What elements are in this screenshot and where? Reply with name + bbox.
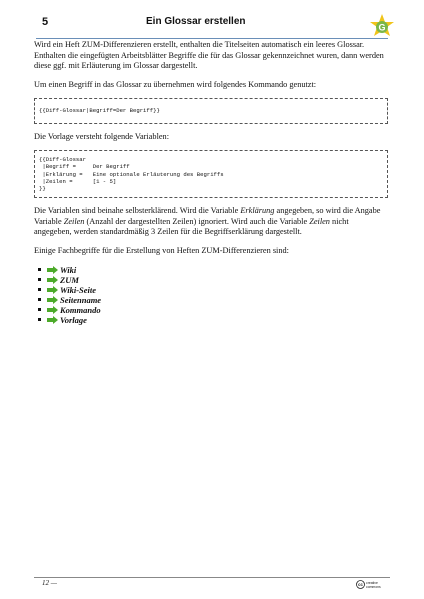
arrow-right-icon: [47, 296, 58, 304]
arrow-right-icon: [47, 276, 58, 284]
command-code-box: {{Diff-Glossar|Begriff=Der Begriff}}: [34, 98, 388, 123]
template-code-box: {{Diff-Glossar |Begriff = Der Begriff |Erklärung = Eine optionale Erläuterung des Begriffs |Zeilen = [1 - 5] }}: [34, 150, 388, 198]
logo-letter: G: [378, 22, 386, 33]
command-intro-paragraph: Um einen Begriff in das Glossar zu übernehmen wird folgendes Kommando genutzt:: [34, 79, 317, 89]
bullet-icon: [38, 268, 41, 271]
glossary-logo-icon: [370, 14, 394, 38]
footer-rule: [34, 577, 390, 578]
bullet-icon: [38, 318, 41, 321]
chapter-title: Ein Glossar erstellen: [146, 16, 246, 27]
list-item: [38, 305, 388, 315]
term-link[interactable]: Seitenname: [60, 294, 102, 305]
intro-paragraph: Wird ein Heft ZUM-Differenzieren erstellt, enthalten die Titelseiten automatisch ein leeres Glossar. Enthalten die eingefügten Arbeitsblätter Begriffe die für das Glossar gekennzeichnet wuren, dann werden diese ggf. mit Erläuterung im Glossar dargestellt.: [34, 40, 384, 71]
arrow-right-icon: [47, 286, 58, 294]
page-footer: [34, 577, 390, 591]
variables-explanation-paragraph: Die Variablen sind beinahe selbsterklärend. Wird die Variable Erklärung angegeben, so wird die Angabe Variable Zeilen (Anzahl der dargestellten Zeilen) ignoriert. Wird auch die Variable Zeilen nicht angegeben, werden standardmäßig 3 Zeilen für die Begriffserklärung dargestellt.: [34, 206, 381, 237]
term-link[interactable]: Wiki: [60, 264, 77, 275]
arrow-right-icon: [47, 316, 58, 324]
list-item: [38, 275, 388, 285]
page-number: 12 —: [42, 579, 57, 587]
terms-list: [38, 265, 388, 325]
header-rule: [36, 38, 388, 39]
main-content: [34, 40, 388, 325]
list-item: [38, 285, 388, 295]
list-item: [38, 315, 388, 325]
bullet-icon: [38, 288, 41, 291]
page-header: [36, 14, 396, 42]
bullet-icon: [38, 278, 41, 281]
creative-commons-logo-icon: [356, 580, 390, 589]
term-link[interactable]: ZUM: [60, 274, 79, 285]
list-item: [38, 265, 388, 275]
svg-text:cc: cc: [358, 582, 363, 588]
arrow-right-icon: [47, 306, 58, 314]
svg-text:creative: creative: [366, 581, 378, 586]
terms-intro-paragraph: Einige Fachbegriffe für die Erstellung von Heften ZUM-Differenzieren sind:: [34, 245, 289, 255]
variables-intro-paragraph: Die Vorlage versteht folgende Variablen:: [34, 131, 170, 141]
list-item: [38, 295, 388, 305]
chapter-number: 5: [42, 16, 49, 28]
bullet-icon: [38, 308, 41, 311]
term-link[interactable]: Wiki-Seite: [60, 284, 97, 295]
bullet-icon: [38, 298, 41, 301]
arrow-right-icon: [47, 266, 58, 274]
term-link[interactable]: Vorlage: [60, 314, 87, 325]
svg-text:commons: commons: [366, 584, 381, 589]
term-link[interactable]: Kommando: [60, 304, 101, 315]
